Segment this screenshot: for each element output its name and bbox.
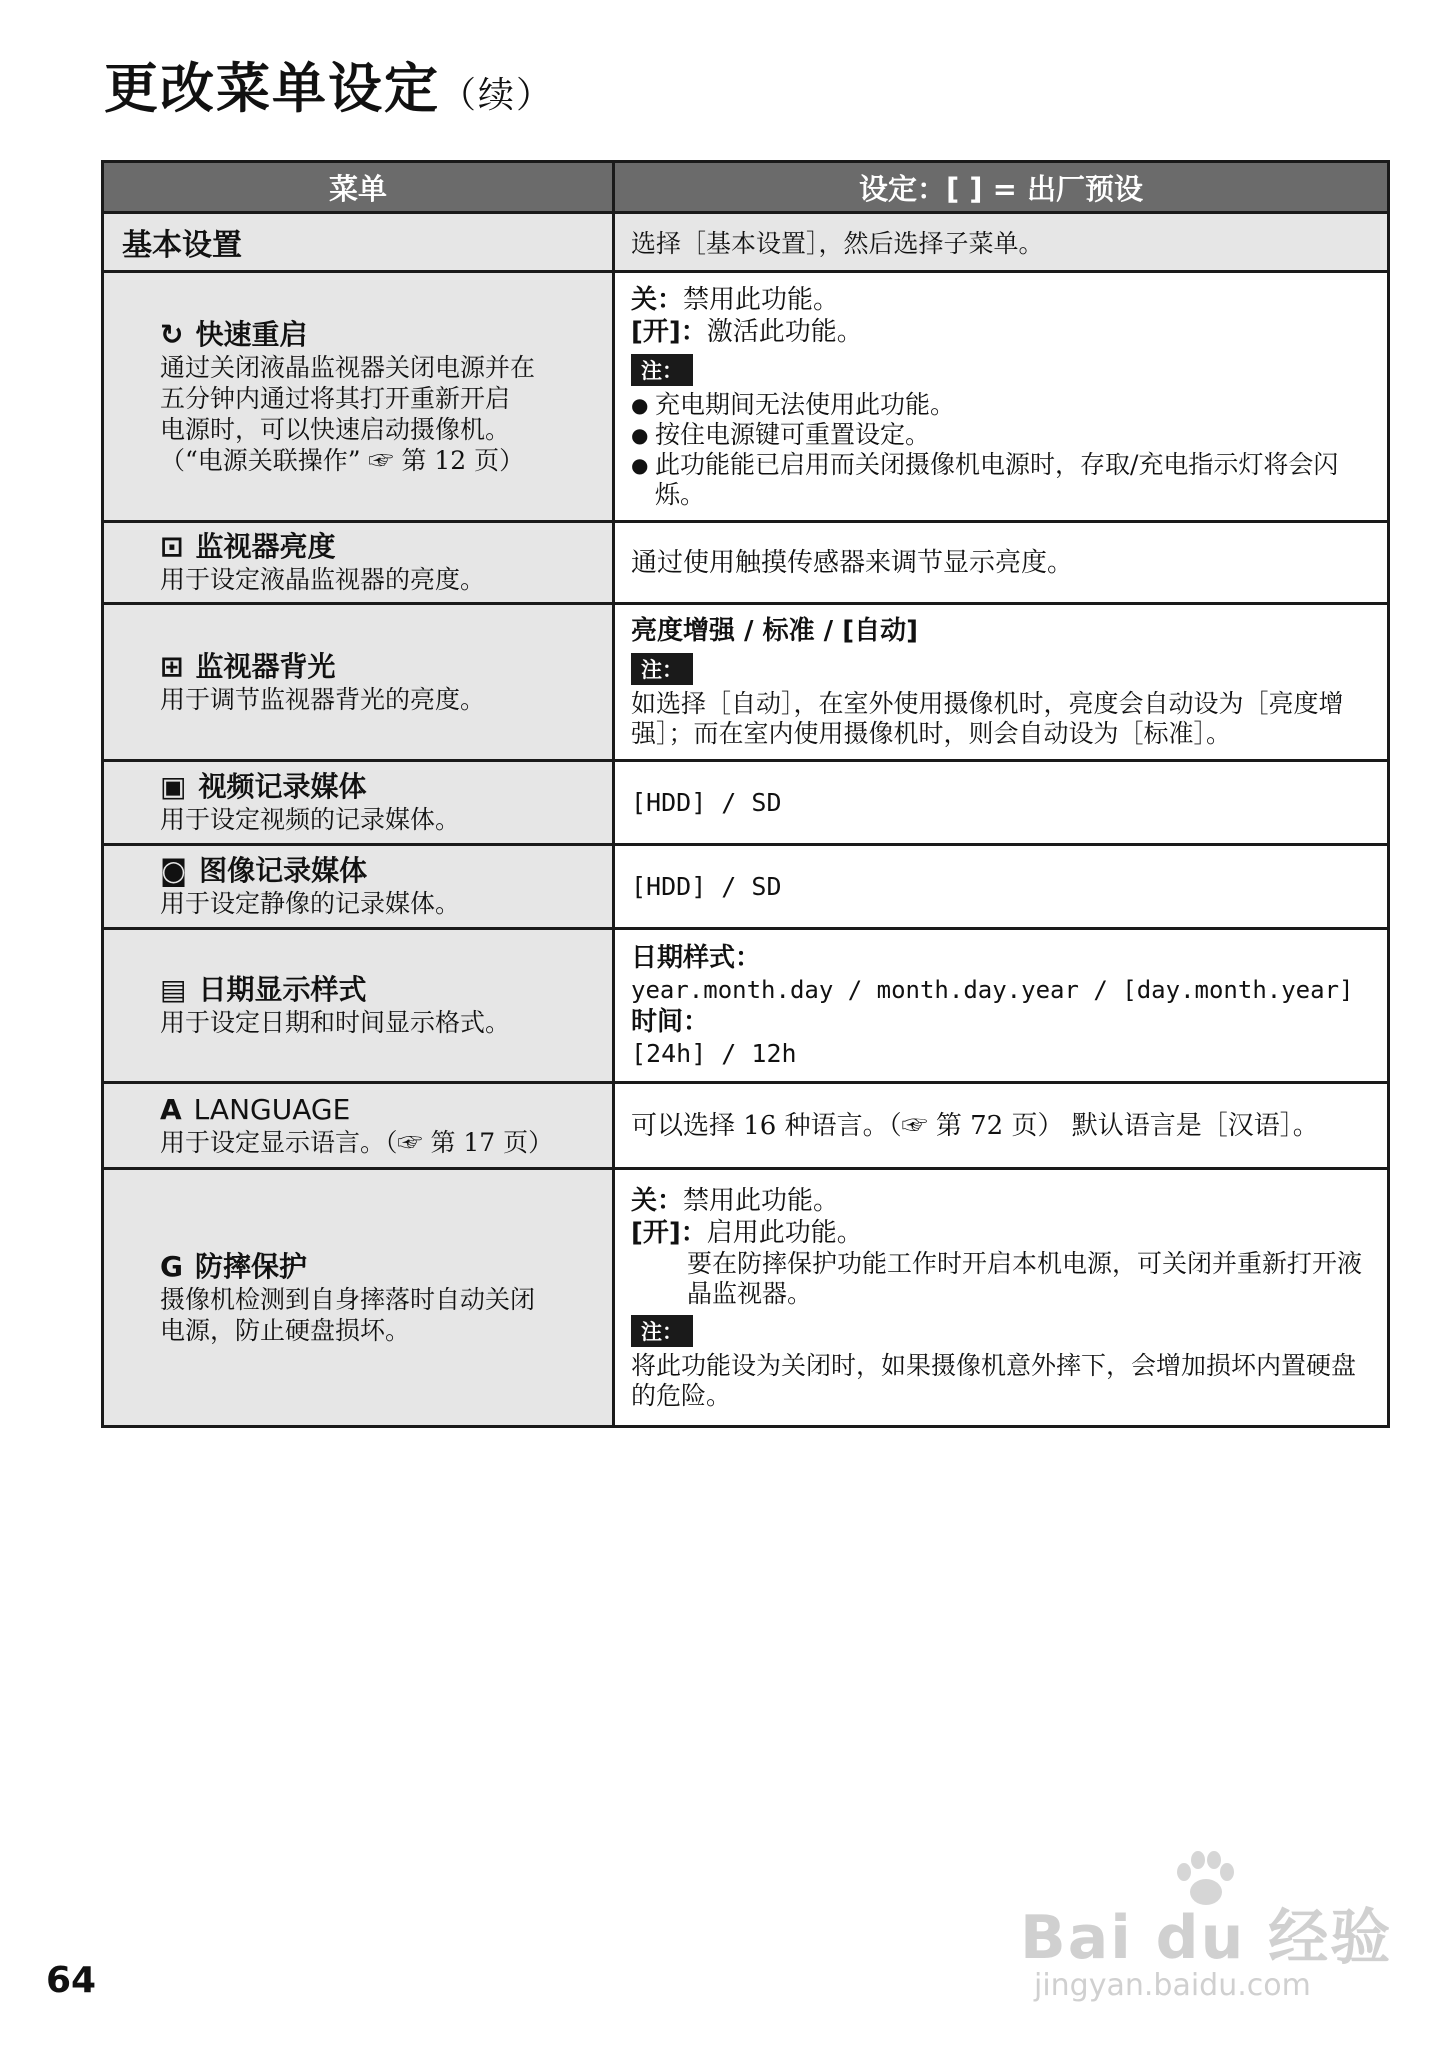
setting-cell xyxy=(614,272,1389,522)
note-text: 将此功能设为关闭时，如果摄像机意外摔下，会增加损坏内置硬盘的危险。 xyxy=(631,1350,1357,1410)
header-setting: 设定：[ ] = 出厂预设 xyxy=(614,162,1389,213)
item-name: ⊡ 监视器亮度 xyxy=(160,530,336,563)
item-desc: 用于设定显示语言。（☞ 第 17 页） xyxy=(160,1128,554,1157)
monitor-backlight-icon: ⊞ xyxy=(160,649,184,683)
baidu-watermark xyxy=(1020,1850,1400,2020)
setting-cell xyxy=(614,845,1389,929)
setting-cell xyxy=(614,761,1389,845)
table-row xyxy=(103,845,1389,929)
item-name: ⊞ 监视器背光 xyxy=(160,649,336,683)
item-desc: 摄像机检测到自身摔落时自动关闭 电源，防止硬盘损坏。 xyxy=(160,1284,536,1345)
title-continued: （续） xyxy=(440,75,555,116)
note-badge: 注： xyxy=(631,653,693,685)
option-off: 关：禁用此功能。 xyxy=(631,284,840,315)
option-off: 关：禁用此功能。 xyxy=(631,1185,840,1216)
option-on-detail: 要在防摔保护功能工作时开启本机电源，可关闭并重新打开液晶监视器。 xyxy=(687,1248,1363,1308)
option-on: [开]：激活此功能。 xyxy=(631,316,863,347)
list-item: ● 此功能能已启用而关闭摄像机电源时，存取/充电指示灯将会闪烁。 xyxy=(631,450,1371,510)
setting-cell xyxy=(614,604,1389,761)
image-media-icon: ◙ xyxy=(160,854,188,887)
setting-cell xyxy=(614,929,1389,1083)
menu-cell xyxy=(103,1083,614,1169)
setting-options: 亮度增强 / 标准 / [自动] xyxy=(631,616,918,646)
menu-cell xyxy=(103,929,614,1083)
item-name: ▣ 视频记录媒体 xyxy=(160,770,367,803)
menu-cell xyxy=(103,604,614,761)
setting-text: 通过使用触摸传感器来调节显示亮度。 xyxy=(631,547,1074,578)
item-desc: 用于设定液晶监视器的亮度。 xyxy=(160,565,486,594)
setting-text: 可以选择 16 种语言。（☞ 第 72 页） 默认语言是［汉语］。 xyxy=(631,1110,1319,1141)
table-row xyxy=(103,761,1389,845)
item-name: ↻ 快速重启 xyxy=(160,317,308,351)
item-desc: 用于调节监视器背光的亮度。 xyxy=(160,684,486,714)
item-desc: 用于设定静像的记录媒体。 xyxy=(160,889,461,918)
page-number: 64 xyxy=(46,1960,97,2001)
drop-protection-icon: G xyxy=(160,1249,183,1283)
quick-restart-icon: ↻ xyxy=(160,317,184,351)
option-on: [开]：启用此功能。 xyxy=(631,1217,863,1248)
menu-cell xyxy=(103,761,614,845)
item-desc: 用于设定视频的记录媒体。 xyxy=(160,805,461,834)
table-row xyxy=(103,929,1389,1083)
table-row xyxy=(103,1083,1389,1169)
time-label: 时间： xyxy=(631,1006,710,1037)
monitor-brightness-icon: ⊡ xyxy=(160,530,184,563)
section-row xyxy=(103,213,1389,272)
date-options: year.month.day / month.day.year / [day.month.year] xyxy=(631,975,1354,1004)
note-text: 如选择［自动］，在室外使用摄像机时，亮度会自动设为［亮度增强］；而在室内使用摄像机时，则会自动设为［标准］。 xyxy=(631,689,1344,748)
note-badge: 注： xyxy=(631,1315,693,1347)
language-icon: A xyxy=(160,1093,182,1126)
date-style-icon: ▤ xyxy=(160,973,187,1006)
item-desc: 用于设定日期和时间显示格式。 xyxy=(160,1008,511,1037)
header-menu: 菜单 xyxy=(103,162,614,213)
setting-options: [HDD] / SD xyxy=(631,787,782,817)
watermark-url: jingyan.baidu.com xyxy=(1034,1968,1311,2003)
watermark-main: Bai du 经验 xyxy=(1020,1903,1393,1973)
time-options: [24h] / 12h xyxy=(631,1038,797,1068)
note-badge: 注： xyxy=(631,354,693,386)
table-row xyxy=(103,1169,1389,1427)
menu-cell xyxy=(103,522,614,604)
item-name: A LANGUAGE xyxy=(160,1093,351,1126)
note-list xyxy=(631,390,1371,510)
item-desc: 通过关闭液晶监视器关闭电源并在 五分钟内通过将其打开重新开启 电源时，可以快速启动摄像机。 （“电源关联操作” ☞ 第 12 页） xyxy=(160,352,536,475)
video-media-icon: ▣ xyxy=(160,770,187,803)
item-name: ▤ 日期显示样式 xyxy=(160,973,367,1006)
setting-cell xyxy=(614,1169,1389,1427)
setting-cell xyxy=(614,522,1389,604)
item-name: ◙ 图像记录媒体 xyxy=(160,854,368,887)
menu-cell xyxy=(103,272,614,522)
table-row xyxy=(103,272,1389,522)
list-item: ● 按住电源键可重置设定。 xyxy=(631,420,1371,450)
page-title: 更改菜单设定（续） xyxy=(104,57,555,120)
setting-options: [HDD] / SD xyxy=(631,871,782,901)
list-item: ● 充电期间无法使用此功能。 xyxy=(631,390,1371,420)
table-row xyxy=(103,604,1389,761)
menu-settings-table xyxy=(101,160,1390,1428)
section-title: 基本设置 xyxy=(103,213,614,272)
section-desc: 选择［基本设置］，然后选择子菜单。 xyxy=(614,213,1389,272)
setting-cell xyxy=(614,1083,1389,1169)
menu-cell xyxy=(103,845,614,929)
item-name: G 防摔保护 xyxy=(160,1249,307,1283)
table-row xyxy=(103,522,1389,604)
menu-cell xyxy=(103,1169,614,1427)
date-label: 日期样式： xyxy=(631,942,762,973)
